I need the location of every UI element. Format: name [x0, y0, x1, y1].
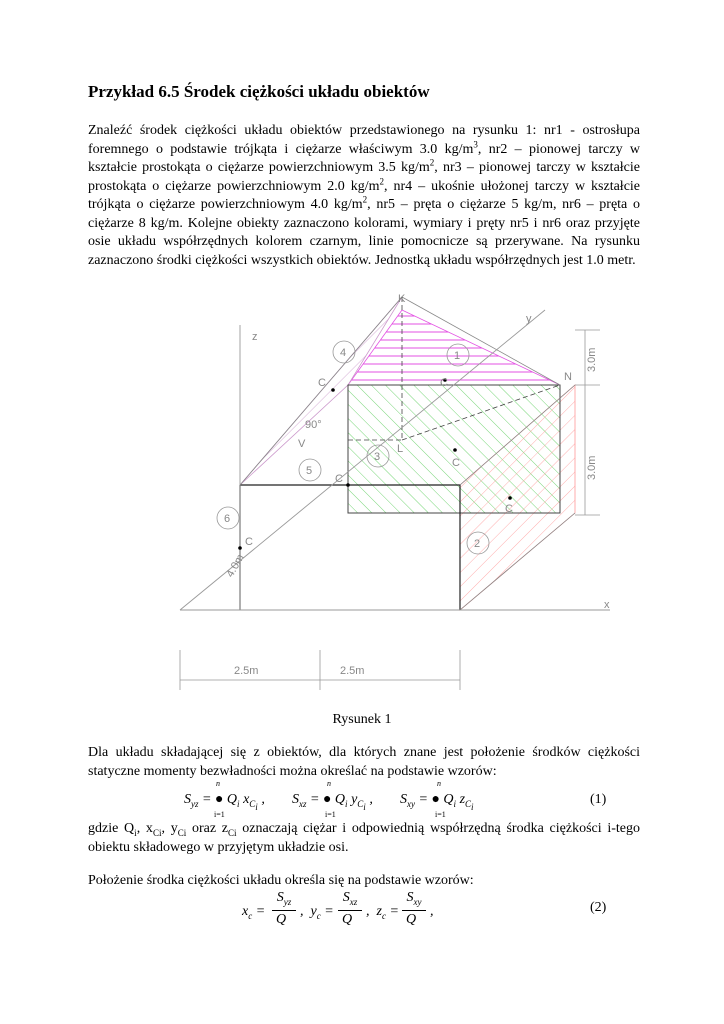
label-dim-diag: 4.0m: [224, 552, 247, 580]
label-c3: C: [452, 457, 460, 469]
page-title: Przykład 6.5 Środek ciężkości układu obiektów: [88, 82, 430, 101]
where-paragraph: gdzie $Q_i$, $x_{Ci}$, $y_{Ci}$ oraz $z_{Ci}$ oznaczają ciężar i odpowiednią współrzędną środka ciężkości i-tego obiektu składowego w przyjętym układzie osi.: [88, 821, 641, 855]
label-c1: C: [440, 377, 448, 389]
label-L: L: [397, 443, 404, 455]
label-K: K: [398, 293, 406, 305]
equation-2: $x_c$ = $S_{yz}$ Q , $y_c$ = $S_{xz}$ Q , $z_c$ = $S_{xy}$ Q ,: [242, 890, 434, 927]
label-c4: C: [318, 377, 326, 389]
equation-2-number: (2): [590, 900, 607, 915]
equation-1: $S_{yz}$ = ● $Q_i$ $x_{C_i}$ , n i=1 $S_{xz}$ = ● $Q_i$ $y_{C_i}$ , n i=1 $S_{xy}$ = ● $Q_i$ $z_{C_i}$ n i=1: [184, 779, 474, 819]
label-c6: C: [245, 536, 253, 548]
label-dim-w2: 2.5m: [340, 665, 365, 677]
label-z: z: [252, 331, 258, 343]
label-n3: 3: [374, 451, 381, 463]
label-n4: 4: [340, 347, 347, 359]
figure-caption: Rysunek 1: [332, 712, 392, 727]
label-y: y: [526, 313, 532, 325]
centroid-4: [331, 388, 335, 392]
label-c2: C: [505, 503, 513, 515]
equation-1-number: (1): [590, 792, 607, 807]
centroid-6: [238, 546, 242, 550]
label-n2: 2: [474, 538, 481, 550]
label-N: N: [564, 371, 572, 383]
label-n1: 1: [454, 350, 461, 362]
label-n5: 5: [306, 465, 313, 477]
label-V: V: [298, 438, 306, 450]
label-dim-h2: 3.0m: [586, 455, 598, 480]
label-angle: 90°: [305, 419, 322, 431]
label-dim-w1: 2.5m: [234, 665, 259, 677]
label-c5: C: [335, 473, 343, 485]
center-paragraph: Położenie środka ciężkości układu określa się na podstawie wzorów:: [88, 873, 474, 888]
centroid-3: [453, 448, 457, 452]
centroid-2: [508, 496, 512, 500]
centroid-5: [346, 483, 350, 487]
label-dim-h1: 3.0m: [586, 347, 598, 372]
label-x: x: [604, 599, 610, 611]
label-n6: 6: [224, 513, 231, 525]
intro-paragraph: Znaleźć środek ciężkości układu obiektów przedstawionego na rysunku 1: nr1 - ostrosłupa foremnego o podstawie trójkąta i ciężarze właściwym 3.0 $kg/m^3$, nr2 – pionowej tarczy w kształcie prostokąta o ciężarze powierzchniowym 3.5 $kg/m^2$, nr3 – pionowej tarczy w kształcie prostokąta o ciężarze powierzchniowym 2.0 $kg/m^2$, nr4 – ukośnie ułożonej tarczy w kształcie trójkąta o ciężarze powierzchniowym 4.0 $kg/m^2$, nr5 – pręta o ciężarze 5 kg/m, nr6 – pręta o ciężarze 8 kg/m. Kolejne obiekty zaznaczono kolorami, wymiary i pręty nr5 i nr6 oraz przyjęte osie układu współrzędnych kolorem czarnym, linie pomocnicze są przerywane. Na rysunku zaznaczono środki ciężkości wszystkich obiektów. Jednostką układu współrzędnych jest 1.0 metr.: [88, 123, 641, 268]
moments-paragraph: Dla układu składającej się z obiektów, dla których znane jest położenie środków ciężkości statyczne momenty bezwładności można określać na podstawie wzorów:: [88, 745, 640, 779]
